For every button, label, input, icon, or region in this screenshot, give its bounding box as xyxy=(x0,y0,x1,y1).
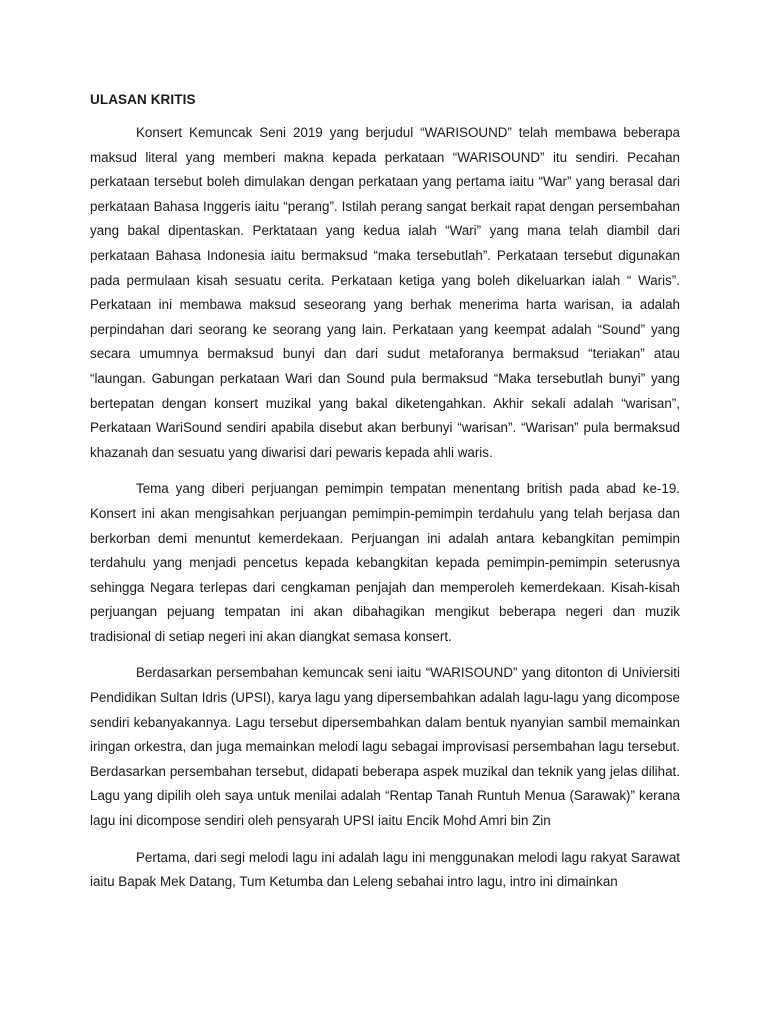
paragraph-4: Pertama, dari segi melodi lagu ini adalah lagu ini menggunakan melodi lagu rakyat Sarawat iaitu Bapak Mek Datang, Tum Ketumba dan Leleng sebahai intro lagu, intro ini dimainkan xyxy=(90,849,680,890)
paragraph-3: Berdasarkan persembahan kemuncak seni iaitu “WARISOUND” yang ditonton di Univiersiti Pendidikan Sultan Idris (UPSI), karya lagu yang dipersembahkan adalah lagu-lagu yang dicompose sendiri kebanyakannya. Lagu tersebut dipersembahkan dalam bentuk nyanyian sambil memainkan iringan orkestra, dan juga memainkan melodi lagu sebagai improvisasi persembahan lagu tersebut. Berdasarkan persembahan tersebut, didapati beberapa aspek muzikal dan teknik yang jelas dilihat. Lagu yang dipilih oleh saya untuk menilai adalah “Rentap Tanah Runtuh Menua (Sarawak)” kerana lagu ini dicompose sendiri oleh pensyarah UPSI iaitu Encik Mohd Amri bin Zin xyxy=(90,665,680,829)
document-page xyxy=(90,92,680,907)
document-heading: ULASAN KRITIS xyxy=(90,92,196,107)
paragraph-1: Konsert Kemuncak Seni 2019 yang berjudul “WARISOUND” telah membawa beberapa maksud literal yang memberi makna kepada perkataan “WARISOUND” itu sendiri. Pecahan perkataan tersebut boleh dimulakan dengan perkataan yang pertama iaitu “War” yang berasal dari perkataan Bahasa Inggeris iaitu “perang”. Istilah perang sangat berkait rapat dengan persembahan yang bakal dipentaskan. Perktataan yang kedua ialah “Wari” yang mana telah diambil dari perkataan Bahasa Indonesia iaitu bermaksud “maka tersebutlah”. Perkataan tersebut digunakan pada permulaan kisah sesuatu cerita. Perkataan ketiga yang boleh dikeluarkan ialah “ Waris”. Perkataan ini membawa maksud seseorang yang berhak menerima harta warisan, ia adalah perpindahan dari seorang ke seorang yang lain. Perkataan yang keempat adalah “Sound” yang secara umumnya bermaksud bunyi dan dari sudut metaforanya bermaksud “teriakan” atau “laungan. Gabungan perkataan Wari dan Sound pula bermaksud “Maka tersebutlah bunyi” yang bertepatan dengan konsert muzikal yang bakal diketengahkan. Akhir sekali adalah “warisan”, Perkataan WariSound sendiri apabila disebut akan berbunyi “warisan”. “Warisan” pula bermaksud khazanah dan sesuatu yang diwarisi dari pewaris kepada ahli waris. xyxy=(90,125,680,460)
paragraph-2: Tema yang diberi perjuangan pemimpin tempatan menentang british pada abad ke-19. Konsert ini akan mengisahkan perjuangan pemimpin-pemimpin terdahulu yang telah berjasa dan berkorban demi menuntut kemerdekaan. Perjuangan ini adalah antara kebangkitan pemimpin terdahulu yang menjadi pencetus kepada kebangkitan kepada pemimpin-pemimpin seterusnya sehingga Negara terlepas dari cengkaman penjajah dan memperoleh kemerdekaan. Kisah-kisah perjuangan pejuang tempatan ini akan dibahagikan mengikut beberapa negeri dan muzik tradisional di setiap negeri ini akan diangkat semasa konsert. xyxy=(90,481,680,644)
